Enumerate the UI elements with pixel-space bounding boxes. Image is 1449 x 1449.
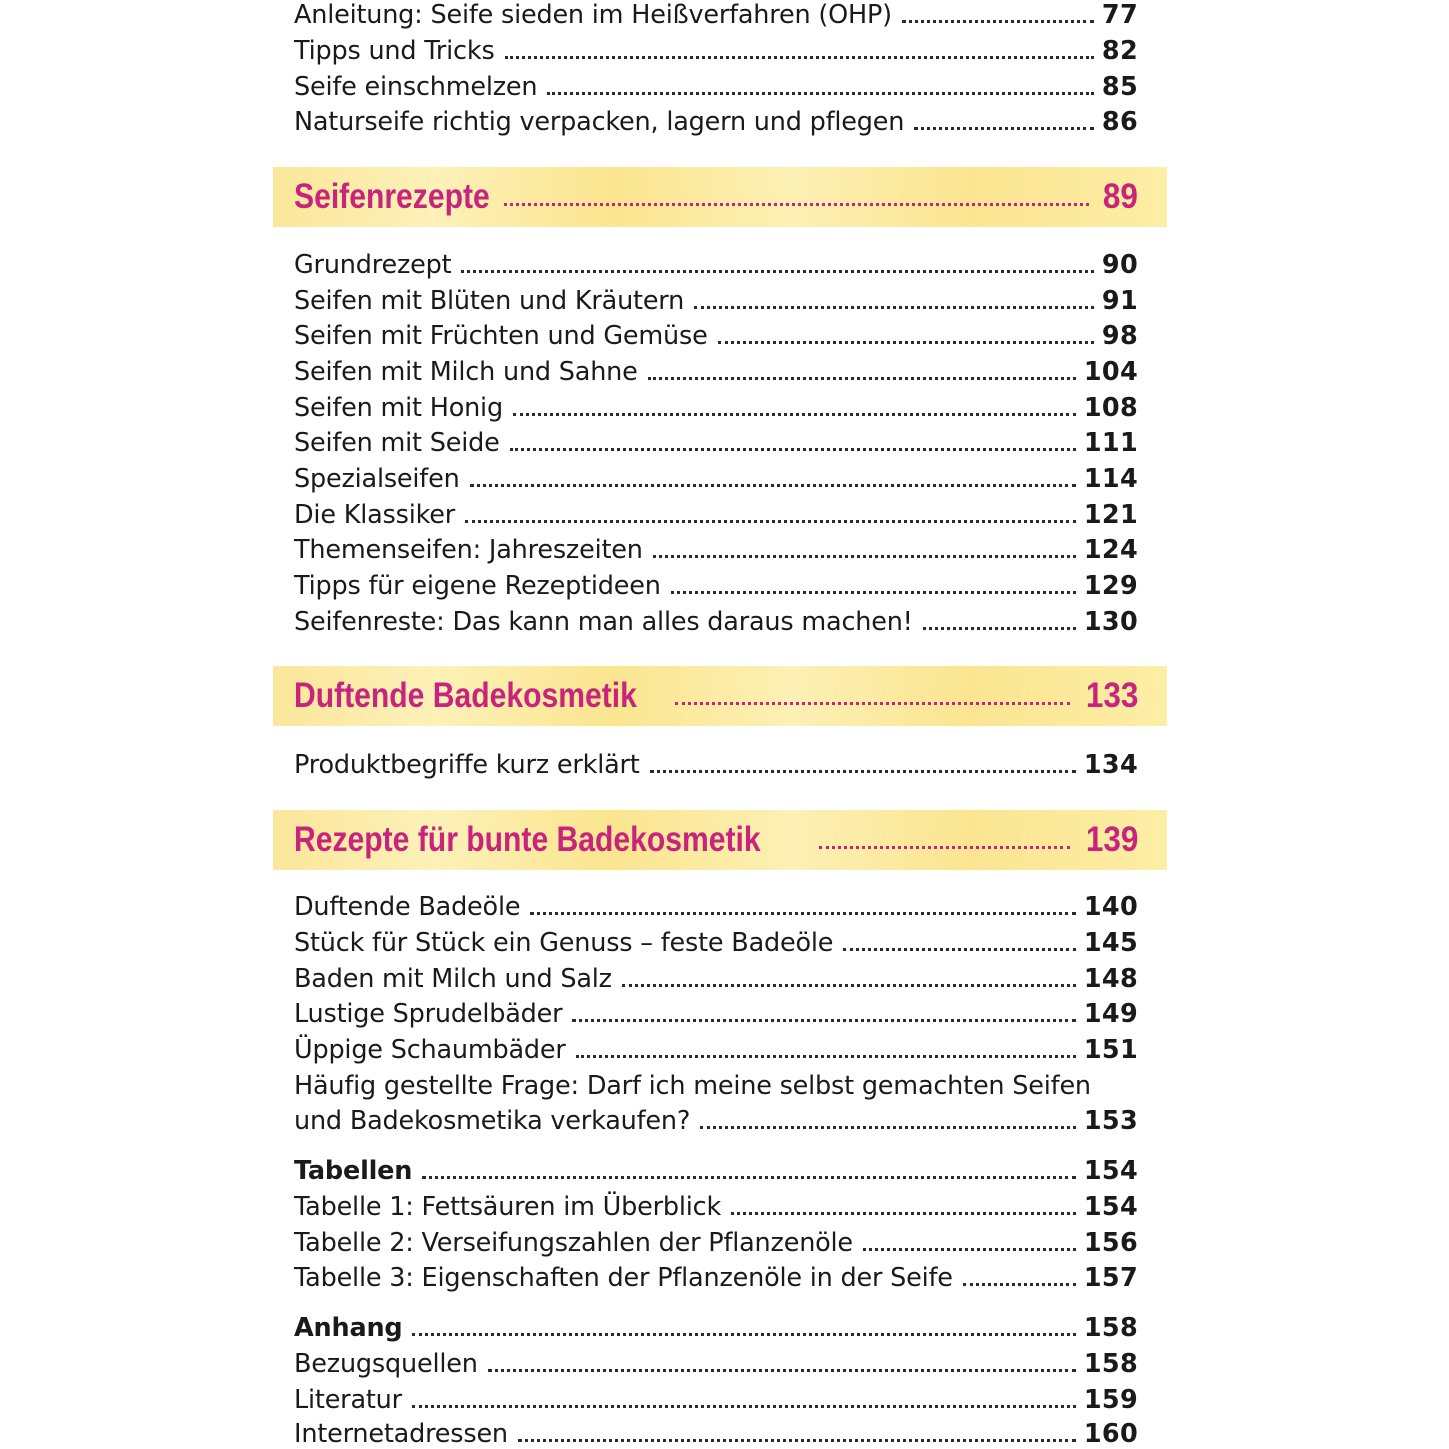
- toc-entry: [294, 744, 1138, 780]
- toc-entry-title: Tipps und Tricks: [294, 36, 495, 66]
- section-page: 139: [1085, 820, 1138, 859]
- dot-leader: [675, 702, 1070, 705]
- toc-entry-title: Stück für Stück ein Genuss – feste Badeöle: [294, 928, 834, 958]
- toc-entry: [294, 280, 1138, 316]
- dot-leader: [700, 1126, 1076, 1129]
- toc-entry-page: 134: [1083, 750, 1138, 780]
- dot-leader: [843, 948, 1076, 951]
- dot-leader: [819, 846, 1070, 849]
- toc-entry-page: 121: [1083, 500, 1138, 530]
- toc-entry: [294, 422, 1138, 458]
- toc-entry-page: 108: [1083, 393, 1138, 423]
- toc-entry-page: 156: [1083, 1228, 1138, 1258]
- toc-entry-title: Baden mit Milch und Salz: [294, 964, 612, 994]
- toc-entry-tipps-tricks: [294, 30, 1138, 66]
- toc-entry: [294, 1029, 1138, 1065]
- toc-entry: [294, 1379, 1138, 1415]
- toc-entry-title: Produktbegriffe kurz erklärt: [294, 750, 640, 780]
- toc-entry: [294, 1257, 1138, 1293]
- dot-leader: [731, 1212, 1076, 1215]
- toc-entry-title: Seifen mit Blüten und Kräutern: [294, 286, 685, 316]
- toc-entry-page: 86: [1101, 107, 1138, 137]
- toc-entry-page: 159: [1083, 1385, 1138, 1415]
- toc-entry-page: 129: [1083, 571, 1138, 601]
- dot-leader: [914, 127, 1094, 130]
- toc-entry-page: 145: [1083, 928, 1138, 958]
- toc-entry-page: 98: [1101, 321, 1138, 351]
- toc-entry-page: 148: [1083, 964, 1138, 994]
- toc-entry-title: Die Klassiker: [294, 500, 456, 530]
- toc-entry: [294, 993, 1138, 1029]
- toc-entry: [294, 1413, 1138, 1449]
- toc-entry: [294, 387, 1138, 423]
- toc-entry-page: 91: [1101, 286, 1138, 316]
- toc-entry-title: Themenseifen: Jahreszeiten: [294, 535, 643, 565]
- dot-leader: [963, 1283, 1076, 1286]
- toc-entry-title: Anleitung: Seife sieden im Heißverfahren (OHP): [294, 0, 892, 30]
- toc-entry-title: Tipps für eigene Rezeptideen: [294, 571, 661, 601]
- toc-entry-einschmelzen: [294, 66, 1138, 102]
- toc-entry-title: Spezialseifen: [294, 464, 460, 494]
- toc-entry-title: Seifen mit Früchten und Gemüse: [294, 321, 708, 351]
- toc-entry-page: 77: [1101, 0, 1138, 30]
- dot-leader: [694, 306, 1094, 309]
- toc-entry-tabellen: [294, 1150, 1138, 1186]
- toc-entry-title: Tabelle 2: Verseifungszahlen der Pflanzenöle: [294, 1228, 853, 1258]
- toc-entry-title: Tabelle 3: Eigenschaften der Pflanzenöle in der Seife: [294, 1263, 953, 1293]
- toc-entry-title: Internetadressen: [294, 1419, 508, 1449]
- toc-entry-title: Grundrezept: [294, 250, 452, 280]
- dot-leader: [572, 1019, 1075, 1022]
- toc-entry-title: Seifen mit Milch und Sahne: [294, 357, 638, 387]
- toc-entry-ohp: [294, 0, 1138, 30]
- toc-entry-faq-line2: [294, 1100, 1138, 1136]
- toc-entry-title: Naturseife richtig verpacken, lagern und pflegen: [294, 107, 905, 137]
- toc-entry-page: 82: [1101, 36, 1138, 66]
- toc-entry-title: Häufig gestellte Frage: Darf ich meine selbst gemachten Seifen: [294, 1071, 1091, 1101]
- toc-entry-page: 149: [1083, 999, 1138, 1029]
- toc-entry-title: Tabellen: [294, 1156, 413, 1186]
- section-title: Duftende Badekosmetik: [294, 676, 637, 715]
- toc-entry-page: 157: [1083, 1263, 1138, 1293]
- toc-entry-page: 124: [1083, 535, 1138, 565]
- dot-leader: [671, 591, 1076, 594]
- toc-entry: [294, 315, 1138, 351]
- dot-leader: [547, 92, 1094, 95]
- toc-entry-title: Seife einschmelzen: [294, 72, 538, 102]
- toc-entry: [294, 458, 1138, 494]
- toc-entry: [294, 922, 1138, 958]
- toc-entry: [294, 565, 1138, 601]
- dot-leader: [648, 377, 1076, 380]
- toc-entry-page: 140: [1083, 892, 1138, 922]
- toc-entry-title: Lustige Sprudelbäder: [294, 999, 563, 1029]
- dot-leader: [504, 203, 1089, 206]
- section-heading-rezepte-bunte: [294, 810, 1138, 870]
- toc-entry-page: 154: [1083, 1156, 1138, 1186]
- section-heading-badekosmetik: [294, 666, 1138, 726]
- dot-leader: [923, 627, 1076, 630]
- dot-leader: [465, 520, 1076, 523]
- dot-leader: [470, 484, 1076, 487]
- dot-leader: [902, 20, 1094, 23]
- toc-entry-page: 114: [1083, 464, 1138, 494]
- dot-leader: [422, 1176, 1076, 1179]
- toc-entry-title: Seifenreste: Das kann man alles daraus machen!: [294, 607, 913, 637]
- dot-leader: [718, 341, 1094, 344]
- toc-entry-title: Bezugsquellen: [294, 1349, 478, 1379]
- toc-entry: [294, 601, 1138, 637]
- toc-entry-title: und Badekosmetika verkaufen?: [294, 1106, 691, 1136]
- section-title: Seifenrezepte: [294, 177, 490, 216]
- dot-leader: [510, 448, 1076, 451]
- toc-entry-anhang: [294, 1307, 1138, 1343]
- toc-entry: [294, 886, 1138, 922]
- dot-leader: [412, 1333, 1075, 1336]
- dot-leader: [505, 56, 1094, 59]
- dot-leader: [412, 1405, 1076, 1408]
- toc-entry-page: 153: [1083, 1106, 1138, 1136]
- toc-entry-title: Literatur: [294, 1385, 402, 1415]
- toc-entry-page: 130: [1083, 607, 1138, 637]
- toc-entry-title: Seifen mit Seide: [294, 428, 500, 458]
- dot-leader: [653, 555, 1076, 558]
- dot-leader: [488, 1369, 1076, 1372]
- dot-leader: [650, 770, 1076, 773]
- toc-entry: [294, 1186, 1138, 1222]
- dot-leader: [530, 912, 1076, 915]
- toc-entry-page: 158: [1083, 1349, 1138, 1379]
- dot-leader: [518, 1439, 1076, 1442]
- section-heading-seifenrezepte: [294, 167, 1138, 227]
- section-page: 133: [1085, 676, 1138, 715]
- toc-entry: [294, 1222, 1138, 1258]
- toc-entry-verpacken: [294, 101, 1138, 137]
- toc-entry-page: 111: [1083, 428, 1138, 458]
- toc-entry-title: Tabelle 1: Fettsäuren im Überblick: [294, 1192, 722, 1222]
- toc-entry-title: Üppige Schaumbäder: [294, 1035, 566, 1065]
- toc-entry-page: 154: [1083, 1192, 1138, 1222]
- toc-entry-faq-line1: [294, 1065, 1138, 1101]
- toc-entry-title: Seifen mit Honig: [294, 393, 503, 423]
- section-title: Rezepte für bunte Badekosmetik: [294, 820, 761, 859]
- toc-entry: [294, 494, 1138, 530]
- toc-entry: [294, 958, 1138, 994]
- dot-leader: [461, 270, 1093, 273]
- toc-entry: [294, 529, 1138, 565]
- toc-entry-page: 104: [1083, 357, 1138, 387]
- toc-entry-page: 151: [1083, 1035, 1138, 1065]
- dot-leader: [576, 1055, 1076, 1058]
- toc-entry-page: 160: [1083, 1419, 1138, 1449]
- dot-leader: [863, 1248, 1076, 1251]
- dot-leader: [513, 413, 1076, 416]
- toc-entry: [294, 244, 1138, 280]
- toc-entry-title: Anhang: [294, 1313, 403, 1343]
- toc-entry-page: 158: [1083, 1313, 1138, 1343]
- toc-entry: [294, 1343, 1138, 1379]
- toc-entry-title: Duftende Badeöle: [294, 892, 521, 922]
- toc-entry-page: 85: [1101, 72, 1138, 102]
- toc-entry: [294, 351, 1138, 387]
- section-page: 89: [1102, 177, 1138, 216]
- toc-entry-page: 90: [1101, 250, 1138, 280]
- dot-leader: [622, 984, 1076, 987]
